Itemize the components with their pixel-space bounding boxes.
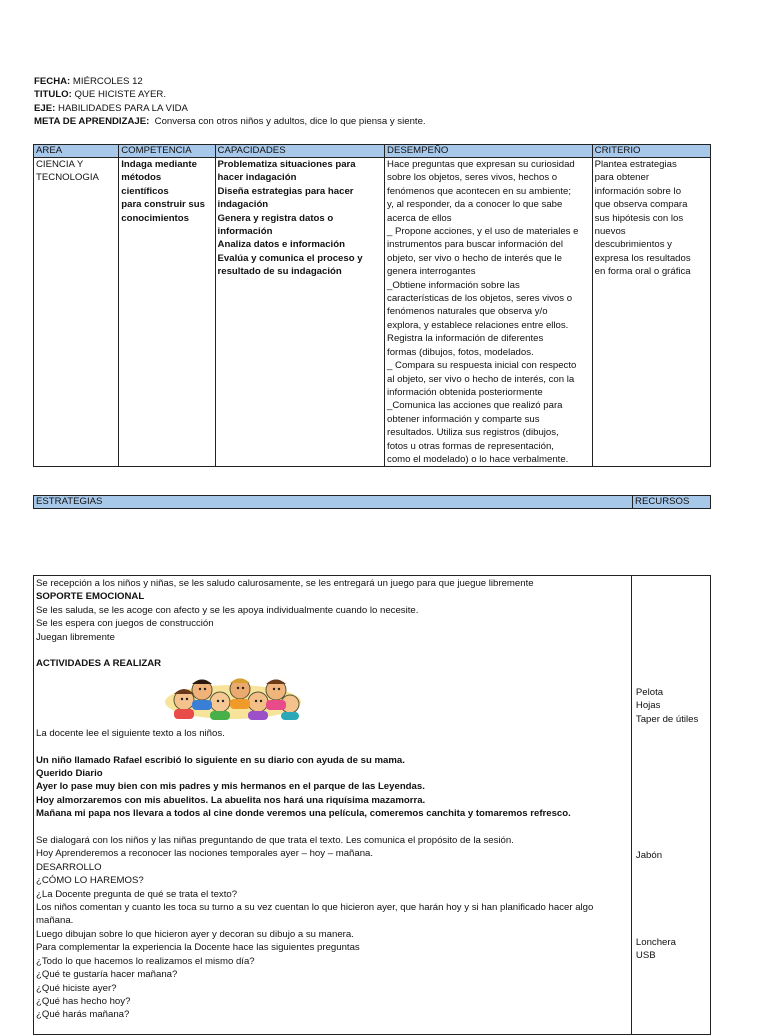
activities-row (34, 576, 711, 1035)
intro-line: Juegan libremente (36, 631, 115, 643)
intro-line: Se les saluda, se les acoge con afecto y se les apoya individualmente cuando lo necesite. (36, 604, 419, 616)
recurso-item: USB (635, 950, 656, 962)
recurso-item: Hojas (635, 700, 661, 712)
children-group-icon (162, 676, 304, 722)
activity-line: ¿CÓMO LO HAREMOS? (36, 875, 144, 887)
desarrollo-title: DESARROLLO (36, 861, 102, 873)
fecha-line: FECHA: MIÉRCOLES 12 (34, 76, 143, 87)
story-line: Un niño llamado Rafael escribió lo siguiente en su diario con ayuda de su mama. (36, 754, 405, 766)
area-cell: CIENCIA Y TECNOLOGIA (34, 158, 119, 467)
recurso-item: Taper de útiles (635, 713, 699, 725)
question-line: ¿Qué harás mañana? (36, 1009, 130, 1021)
meta-line: META DE APRENDIZAJE: Conversa con otros niños y adultos, dice lo que piensa y siente. (34, 116, 426, 128)
eje-line: EJE: HABILIDADES PARA LA VIDA (34, 102, 188, 114)
actividades-title: ACTIVIDADES A REALIZAR (36, 658, 162, 670)
lesson-header (34, 75, 734, 129)
recursos-group-2 (636, 849, 662, 862)
recursos-group-1 (636, 686, 698, 726)
soporte-emocional-title: SOPORTE EMOCIONAL (36, 591, 145, 603)
question-line: ¿Todo lo que hacemos lo realizamos el mismo día? (36, 955, 255, 967)
activity-line: mañana. (36, 915, 74, 927)
children-illustration (36, 671, 629, 727)
activity-line: Para complementar la experiencia la Docente hace las siguientes preguntas (36, 942, 360, 954)
docente-lee-line: La docente lee el siguiente texto a los niños. (36, 727, 225, 739)
header-capacidades: CAPACIDADES (215, 145, 385, 158)
question-line: ¿Qué te gustaría hacer mañana? (36, 969, 178, 981)
activities-cell (34, 576, 632, 1035)
titulo-line: TITULO: QUE HICISTE AYER. (34, 89, 167, 101)
story-line: Ayer lo pase muy bien con mis padres y mis hermanos en el parque de las Leyendas. (36, 781, 425, 793)
header-recursos: RECURSOS (633, 496, 711, 509)
strategies-header-row (34, 496, 711, 509)
recursos-cell (631, 576, 710, 1035)
competencies-body-row (34, 158, 711, 467)
intro-line: Se recepción a los niños y niñas, se les saludo calurosamente, se les entregará un juego para que juegue libremente (36, 578, 534, 589)
story-line: Hoy almorzaremos con mis abuelitos. La abuelita nos hará una riquísima mazamorra. (36, 794, 426, 806)
strategies-header-table (33, 495, 711, 509)
competencies-header-row (34, 145, 711, 158)
criterio-cell: Plantea estrategias para obtener información sobre lo que observa compara sus hipótesis con los nuevos descubrimientos y expresa los resultados en forma oral o gráfica (592, 158, 710, 467)
desempeno-cell: Hace preguntas que expresan su curiosidad sobre los objetos, seres vivos, hechos o fenómenos que acontecen en su ambiente; y, al responder, da a conocer lo que sabe acerca de ellos _ Propone acciones, y el uso de materiales e instrumentos para buscar información del objeto, ser vivo o hecho de interés que le genera interrogantes _Obtiene información sobre las características de los objetos, seres vivos o fenómenos naturales que observa y/o explora, y establece relaciones entre ellos. Registra la información de diferentes formas (dibujos, fotos, modelados. _ Compara su respuesta inicial con respecto al objeto, ser vivo o hecho de interés, con la información obtenida posteriormente _Comunica las acciones que realizó para obtener información y comparte sus resultados. Utiliza sus registros (dibujos, fotos u otras formas de representación, como el modelado) o lo hace verbalmente. (385, 158, 593, 467)
recursos-group-3 (636, 936, 676, 963)
activity-line: Hoy Aprenderemos a reconocer las nociones temporales ayer – hoy – mañana. (36, 848, 374, 860)
question-line: ¿Qué hiciste ayer? (36, 982, 117, 994)
competencia-cell: Indaga mediante métodos científicos para construir sus conocimientos (119, 158, 215, 467)
story-line: Querido Diario (36, 768, 103, 780)
story-line: Mañana mi papa nos llevara a todos al cine donde veremos una película, comeremos canchita y tomaremos refresco. (36, 808, 571, 820)
recurso-item: Jabón (635, 850, 663, 861)
activity-line: Se dialogará con los niños y las niñas preguntando de que trata el texto. Les comunica el propósito de la sesión. (36, 835, 514, 847)
header-area: AREA (34, 145, 119, 158)
header-competencia: COMPETENCIA (119, 145, 215, 158)
capacidades-cell: Problematiza situaciones para hacer indagación Diseña estrategias para hacer indagación Genera y registra datos o información Analiza datos e información Evalúa y comunica el proceso y resultado de su indagación (215, 158, 385, 467)
question-line: ¿Qué has hecho hoy? (36, 995, 131, 1007)
header-estrategias: ESTRATEGIAS (34, 496, 633, 509)
intro-line: Se les espera con juegos de construcción (36, 618, 214, 630)
activity-line: ¿La Docente pregunta de qué se trata el texto? (36, 888, 238, 900)
recurso-item: Pelota (635, 687, 664, 698)
recurso-item: Lonchera (635, 937, 676, 948)
header-criterio: CRITERIO (592, 145, 710, 158)
activity-line: Luego dibujan sobre lo que hicieron ayer y decoran su dibujo a su manera. (36, 928, 354, 940)
competencies-table (33, 144, 711, 467)
header-desempeno: DESEMPEÑO (385, 145, 593, 158)
activities-table (33, 575, 711, 1035)
activity-line: Los niños comentan y cuanto les toca su turno a su vez cuentan lo que hicieron ayer, que harán hoy y si han planificado hacer algo (36, 902, 594, 914)
